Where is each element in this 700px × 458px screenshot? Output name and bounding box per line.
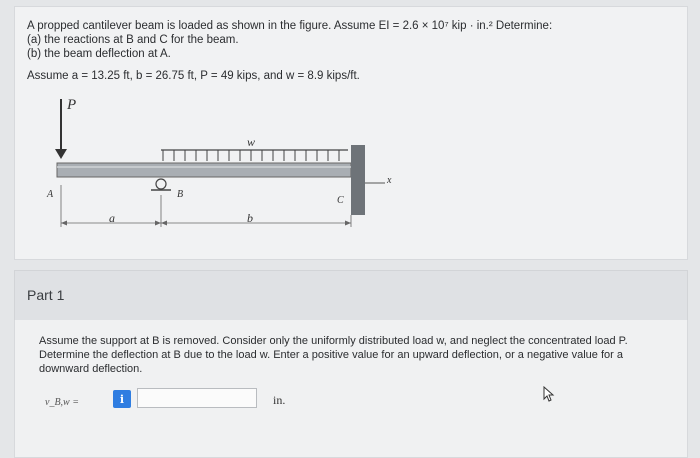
label-x: x (387, 175, 392, 186)
label-w: w (247, 135, 256, 149)
problem-statement (14, 6, 688, 260)
problem-line-1: A propped cantilever beam is loaded as shown in the figure. Assume EI = 2.6 × 10⁷ kip · in.² Determine: (27, 20, 553, 32)
part-1-header[interactable] (14, 270, 688, 321)
unit-label: in. (273, 393, 286, 407)
instruction-line-3: downward deflection. (39, 363, 143, 375)
beam-figure (23, 95, 403, 255)
problem-line-2: (a) the reactions at B and C for the beam. (27, 34, 239, 46)
label-C: C (337, 195, 344, 206)
part-1-body (14, 320, 688, 458)
answer-variable-label: v_B,w = (45, 397, 79, 408)
problem-line-3: (b) the beam deflection at A. (27, 48, 171, 60)
label-A: A (47, 189, 54, 200)
info-icon[interactable]: i (113, 390, 131, 408)
label-b: b (247, 211, 253, 225)
instruction-line-2: Determine the deflection at B due to the load w. Enter a positive value for an upward deflection, or a negative value for a (39, 349, 623, 361)
part-title: Part 1 (27, 287, 65, 303)
instruction-line-1: Assume the support at B is removed. Consider only the uniformly distributed load w, and neglect the concentrated load P. (39, 335, 628, 347)
label-P: P (67, 97, 77, 113)
deflection-answer-input[interactable] (137, 388, 257, 408)
label-B: B (177, 189, 184, 200)
beam-diagram-svg (23, 95, 403, 255)
mouse-cursor-icon (543, 386, 555, 402)
label-a: a (109, 211, 115, 225)
given-values: Assume a = 13.25 ft, b = 26.75 ft, P = 49 kips, and w = 8.9 kips/ft. (27, 70, 360, 82)
